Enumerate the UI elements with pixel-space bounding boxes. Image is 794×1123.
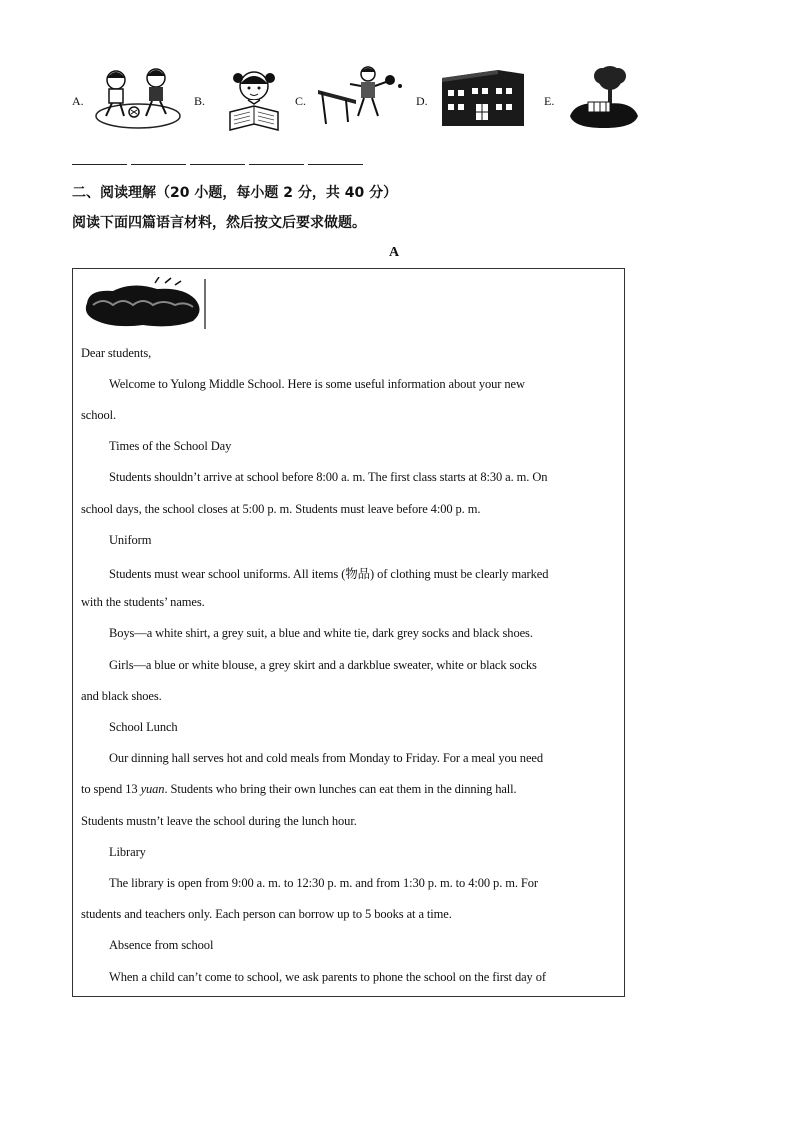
answer-blank-4[interactable] — [249, 162, 304, 165]
lunch-line-2-c: . Students who bring their own lunches can eat them in the dinning hall. — [164, 782, 517, 796]
uniform-girls-line-2: and black shoes. — [81, 689, 162, 703]
lunch-line-3: Students mustn’t leave the school during the lunch hour. — [81, 814, 357, 828]
option-label-c: C. — [295, 94, 307, 108]
picture-options — [72, 64, 712, 144]
heading-times: Times of the School Day — [109, 439, 232, 453]
library-line-2: students and teachers only. Each person can borrow up to 5 books at a time. — [81, 907, 452, 921]
lunch-line-2 — [81, 782, 517, 797]
lunch-line-1: Our dinning hall serves hot and cold meals from Monday to Friday. For a meal you need — [109, 751, 543, 765]
answer-blank-1[interactable] — [72, 162, 127, 165]
uniform-boys: Boys—a white shirt, a grey suit, a blue and white tie, dark grey socks and black shoes. — [109, 626, 533, 640]
passage-intro-line-1: Welcome to Yulong Middle School. Here is some useful information about your new — [109, 377, 525, 391]
school-building-icon — [438, 64, 528, 135]
lunch-line-2-a: to spend 13 — [81, 782, 141, 796]
heading-lunch: School Lunch — [109, 720, 178, 734]
answer-blank-5[interactable] — [308, 162, 363, 165]
times-line-2: school days, the school closes at 5:00 p. m. Students must leave before 4:00 p. m. — [81, 502, 481, 516]
passage-intro-line-2: school. — [81, 408, 117, 422]
times-line-1: Students shouldn’t arrive at school before 8:00 a. m. The first class starts at 8:30 a. m. On — [109, 470, 548, 484]
answer-blank-2[interactable] — [131, 162, 186, 165]
heading-library: Library — [109, 845, 146, 859]
section-title: 二、阅读理解（20 小题，每小题 2 分，共 40 分） — [72, 185, 398, 201]
answer-blank-3[interactable] — [190, 162, 245, 165]
uniform-line-1: Students must wear school uniforms. All items (物品) of clothing must be clearly marked — [109, 567, 549, 581]
tree-park-icon — [568, 64, 640, 135]
option-label-b: B. — [194, 94, 206, 108]
uniform-line-2: with the students’ names. — [81, 595, 205, 609]
uniform-girls-line-1: Girls—a blue or white blouse, a grey skirt and a darkblue sweater, white or black socks — [109, 658, 537, 672]
passage-greeting: Dear students, — [81, 346, 152, 360]
section-instruction: 阅读下面四篇语言材料，然后按文后要求做题。 — [72, 215, 366, 231]
passage-box — [72, 268, 625, 997]
kids-playing-football-icon — [94, 64, 182, 135]
lunch-line-2-yuan: yuan — [140, 782, 165, 796]
option-label-e: E. — [544, 94, 555, 108]
library-line-1: The library is open from 9:00 a. m. to 12:30 p. m. and from 1:30 p. m. to 4:00 p. m. For — [109, 876, 538, 890]
heading-absence: Absence from school — [109, 938, 214, 952]
option-label-d: D. — [416, 94, 428, 108]
heading-uniform: Uniform — [109, 533, 152, 547]
passage-letter: A — [389, 245, 400, 260]
absence-line-1: When a child can’t come to school, we ask parents to phone the school on the first day of — [109, 970, 546, 984]
option-label-a: A. — [72, 94, 84, 108]
welcome-logo-icon — [83, 277, 209, 336]
girl-reading-book-icon — [220, 64, 288, 139]
answer-blanks — [72, 162, 363, 165]
boy-playing-ping-pong-icon — [316, 64, 406, 135]
